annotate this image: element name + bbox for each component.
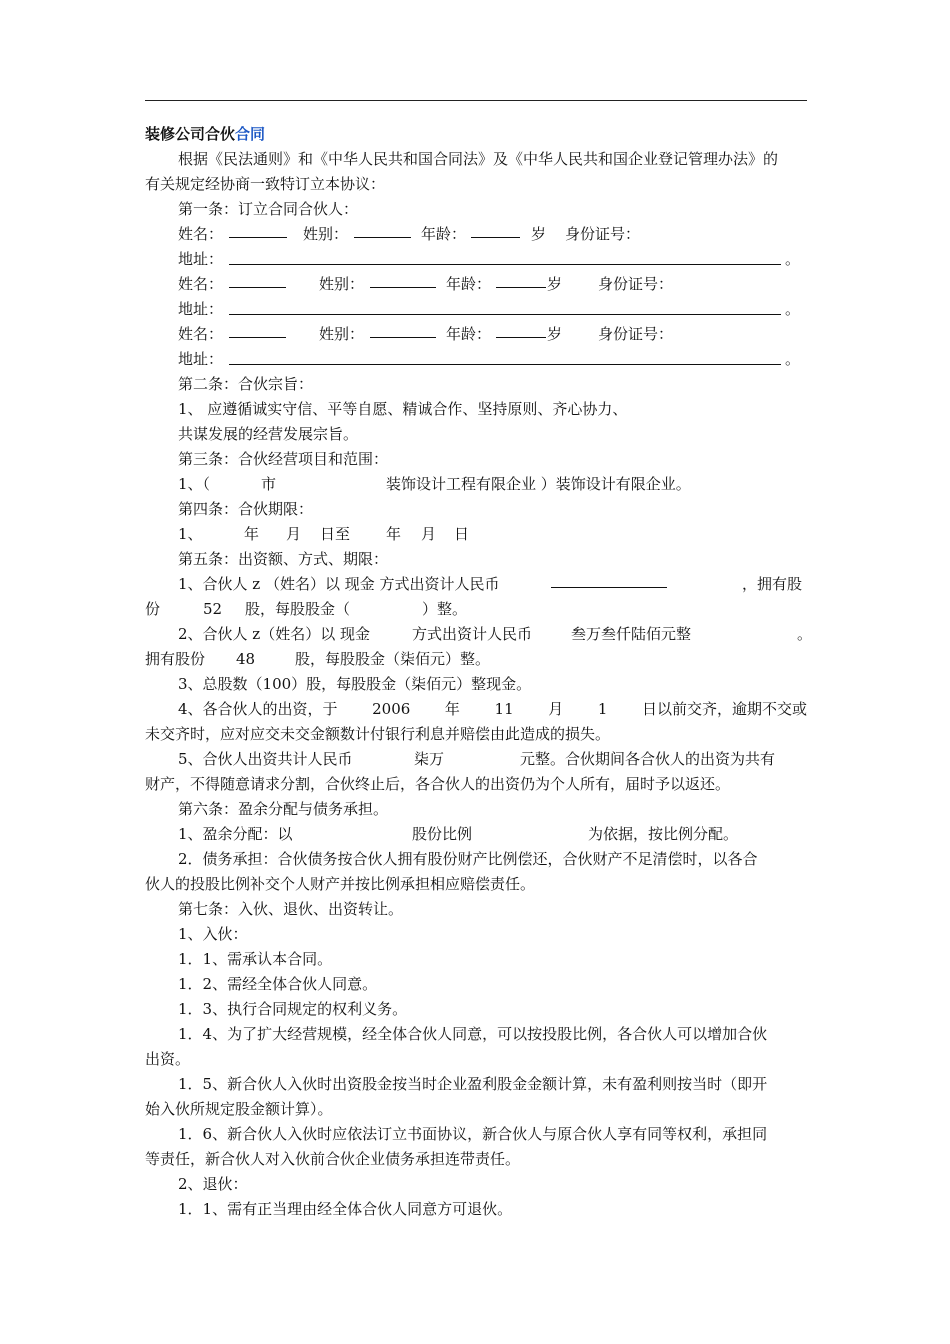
partner-3-address-blank [229, 347, 781, 365]
partner-1-age-blank [471, 222, 520, 238]
article-6-item-1: 1、盈余分配：以 股份比例 为依据，按比例分配。 [178, 825, 739, 843]
article-5-item-5-line-2: 财产，不得随意请求分割，合伙终止后，各合伙人的出资仍为个人所有，届时予以返还。 [145, 775, 731, 793]
partner-1-amount-blank [551, 572, 667, 588]
article-5-item-1-line-2: 份 52 股，每股股金（ ）整。 [145, 600, 468, 618]
article-7-withdrawal: 2、退伙： [178, 1175, 248, 1193]
partner-2-gender-blank [370, 272, 436, 288]
article-7-joining-1-6-line-1: 1．6、新合伙人入伙时应依法订立书面协议，新合伙人与原合伙人享有同等权利，承担同 [178, 1125, 768, 1143]
article-7-joining-1-6-line-2: 等责任，新合伙人对入伙前合伙企业债务承担连带责任。 [145, 1150, 521, 1168]
article-5-item-2-line-1: 2、合伙人 z（姓名）以 现金 方式出资计人民币 叁万叁仟陆佰元整 。 [178, 625, 813, 643]
partner-2-info-row: 姓名： 姓别： 年龄： 岁 身份证号： [145, 272, 807, 297]
article-7-joining: 1、入伙： [178, 925, 248, 943]
article-7-joining-1-1: 1．1、需承认本合同。 [178, 950, 333, 968]
partner-2-address-row: 地址： 。 [145, 297, 807, 322]
article-5-item-1-line-1: 1、合伙人 z （姓名）以 现金 方式出资计人民币 ，拥有股 [145, 572, 807, 597]
partner-1-info-row: 姓名： 姓别： 年龄： 岁 身份证号： [145, 222, 807, 247]
article-4-heading: 第四条：合伙期限： [178, 500, 314, 518]
article-7-joining-1-5-line-2: 始入伙所规定股金额计算）。 [145, 1100, 333, 1118]
article-6-heading: 第六条：盈余分配与债务承担。 [178, 800, 389, 818]
partner-1-gender-blank [354, 222, 411, 238]
article-2-item-1-cont: 共谋发展的经营发展宗旨。 [178, 425, 359, 443]
partner-3-address-row: 地址： 。 [145, 347, 807, 372]
partner-3-gender-blank [370, 322, 436, 338]
article-3-heading: 第三条：合伙经营项目和范围： [178, 450, 389, 468]
contract-document [145, 122, 813, 1222]
article-4-item-1: 1、 年 月 日至 年 月 日 [178, 525, 470, 543]
article-5-item-3: 3、总股数（100）股，每股股金（柒佰元）整现金。 [178, 675, 532, 693]
article-7-heading: 第七条：入伙、退伙、出资转让。 [178, 900, 404, 918]
partner-2-address-blank [229, 297, 781, 315]
partner-3-name-blank [229, 322, 286, 338]
article-7-joining-1-5-line-1: 1．5、新合伙人入伙时出资股金按当时企业盈利股金金额计算，未有盈利则按当时（即开 [178, 1075, 768, 1093]
article-5-item-2-line-2: 拥有股份 48 股，每股股金（柒佰元）整。 [145, 650, 491, 668]
header-rule [145, 100, 807, 101]
partner-3-info-row: 姓名： 姓别： 年龄： 岁 身份证号： [145, 322, 807, 347]
article-2-heading: 第二条：合伙宗旨： [178, 375, 314, 393]
article-5-item-5-line-1: 5、合伙人出资共计人民币 柒万 元整。合伙期间各合伙人的出资为共有 [178, 750, 776, 768]
partner-2-name-blank [229, 272, 286, 288]
article-5-item-4-line-1: 4、各合伙人的出资，于 2006 年 11 月 1 日以前交齐，逾期不交或 [178, 700, 807, 718]
article-6-item-2-line-2: 伙人的投股比例补交个人财产并按比例承担相应赔偿责任。 [145, 875, 536, 893]
article-7-joining-1-3: 1．3、执行合同规定的权利义务。 [178, 1000, 408, 1018]
partner-1-address-row: 地址： 。 [145, 247, 807, 272]
article-7-joining-1-2: 1．2、需经全体合伙人同意。 [178, 975, 378, 993]
partner-3-age-blank [496, 322, 546, 338]
partner-1-name-blank [229, 222, 287, 238]
article-1-heading: 第一条：订立合同合伙人： [178, 200, 359, 218]
intro-line-1: 根据《民法通则》和《中华人民共和国合同法》及《中华人民共和国企业登记管理办法》的 [178, 150, 779, 168]
article-7-joining-1-4-line-1: 1．4、为了扩大经营规模，经全体合伙人同意，可以按投股比例，各合伙人可以增加合伙 [178, 1025, 768, 1043]
article-2-item-1: 1、 应遵循诚实守信、平等自愿、精诚合作、坚持原则、齐心协力、 [178, 400, 628, 418]
article-6-item-2-line-1: 2．债务承担：合伙债务按合伙人拥有股份财产比例偿还，合伙财产不足清偿时，以各合 [178, 850, 758, 868]
document-title: 装修公司合伙合同 [145, 125, 266, 143]
article-5-heading: 第五条：出资额、方式、期限： [178, 550, 389, 568]
article-5-item-4-line-2: 未交齐时，应对应交未交金额数计付银行利息并赔偿由此造成的损失。 [145, 725, 611, 743]
article-3-item-1: 1、（ 市 装饰设计工程有限企业 ）装饰设计有限企业。 [178, 475, 691, 493]
article-7-joining-1-4-line-2: 出资。 [145, 1050, 191, 1068]
article-7-withdrawal-1-1: 1．1、需有正当理由经全体合伙人同意方可退伙。 [178, 1200, 513, 1218]
partner-2-age-blank [496, 272, 546, 288]
partner-1-address-blank [229, 247, 781, 265]
intro-line-2: 有关规定经协商一致特订立本协议： [145, 175, 386, 193]
